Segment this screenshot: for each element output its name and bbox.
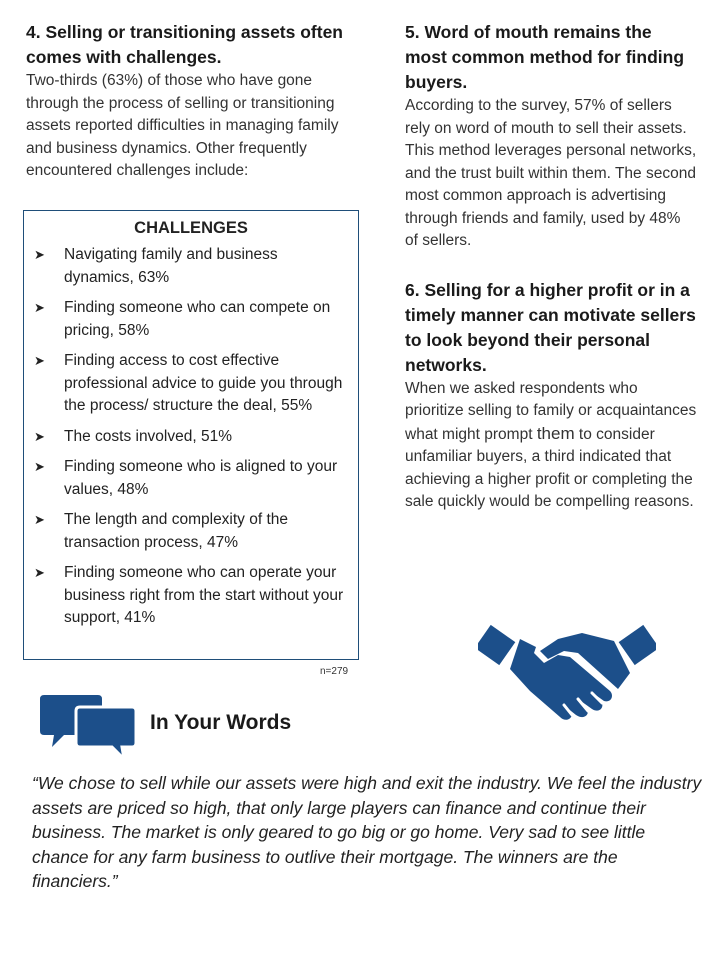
challenge-text: Finding someone who can operate your business right from the start without your support, 41%	[64, 564, 344, 626]
section-5-body: According to the survey, 57% of sellers rely on word of mouth to sell their assets. This method leverages personal networks, and the trust built within them. The second most common approach is advertising through friends and family, used by 48% of sellers.	[405, 97, 697, 249]
section-6-heading: 6. Selling for a higher profit or in a timely manner can motivate sellers to look beyond their personal networks.	[405, 279, 696, 375]
arrow-bullet-icon: ➤	[34, 300, 45, 315]
section-6-body-start: When we asked respondents who prioritize selling to family or acquaintances what might prompt	[405, 379, 697, 443]
arrow-bullet-icon: ➤	[34, 459, 45, 474]
list-item	[34, 509, 348, 554]
section-6-body-end: to consider unfamiliar buyers, a third indicated that achieving a higher profit or completing the sale quickly would be compelling reasons.	[405, 425, 694, 510]
arrow-bullet-icon: ➤	[34, 565, 45, 580]
challenge-text: Finding someone who is aligned to your values, 48%	[64, 458, 338, 498]
arrow-bullet-icon: ➤	[34, 247, 45, 262]
section-6-body-emph: them	[536, 423, 575, 443]
challenges-box	[23, 210, 359, 660]
arrow-bullet-icon: ➤	[34, 353, 45, 368]
challenge-text: The costs involved, 51%	[64, 427, 233, 445]
speech-bubbles-icon	[40, 693, 138, 763]
challenge-text: Navigating family and business dynamics, 63%	[64, 246, 278, 286]
arrow-bullet-icon: ➤	[34, 512, 45, 527]
list-item	[34, 562, 348, 630]
challenges-list	[24, 244, 358, 630]
section-5-heading: 5. Word of mouth remains the most common method for finding buyers.	[405, 22, 685, 92]
section-5	[405, 20, 697, 253]
challenges-title: CHALLENGES	[134, 219, 248, 237]
arrow-bullet-icon: ➤	[34, 428, 45, 444]
list-item	[34, 350, 348, 418]
section-6	[405, 278, 697, 514]
list-item	[34, 244, 348, 289]
sample-size-note: n=279	[320, 666, 349, 677]
in-your-words-title: In Your Words	[150, 711, 292, 734]
list-item	[34, 456, 348, 501]
section-4	[26, 20, 368, 183]
testimonial-quote: “We chose to sell while our assets were high and exit the industry. We feel the industry assets are priced so high, that only large players can finance and continue their business. The market is only geared to go big or go home. Very sad to see little chance for any farm business to outlive their mortgage. The winners are the financiers.”	[32, 773, 702, 891]
challenge-text: The length and complexity of the transaction process, 47%	[64, 511, 289, 551]
section-6-body	[405, 378, 697, 514]
section-4-body: Two-thirds (63%) of those who have gone through the process of selling or transitioning assets reported difficulties in managing family and business dynamics. Other frequently encountered challenges include:	[26, 72, 339, 179]
challenge-text: Finding someone who can compete on pricing, 58%	[64, 299, 331, 339]
handshake-icon	[478, 617, 656, 725]
list-item	[34, 297, 348, 342]
challenge-text: Finding access to cost effective professional advice to guide you through the process/ structure the deal, 55%	[64, 352, 343, 414]
section-4-heading: 4. Selling or transitioning assets often comes with challenges.	[26, 22, 343, 67]
right-column	[405, 20, 697, 514]
list-item	[34, 426, 348, 449]
